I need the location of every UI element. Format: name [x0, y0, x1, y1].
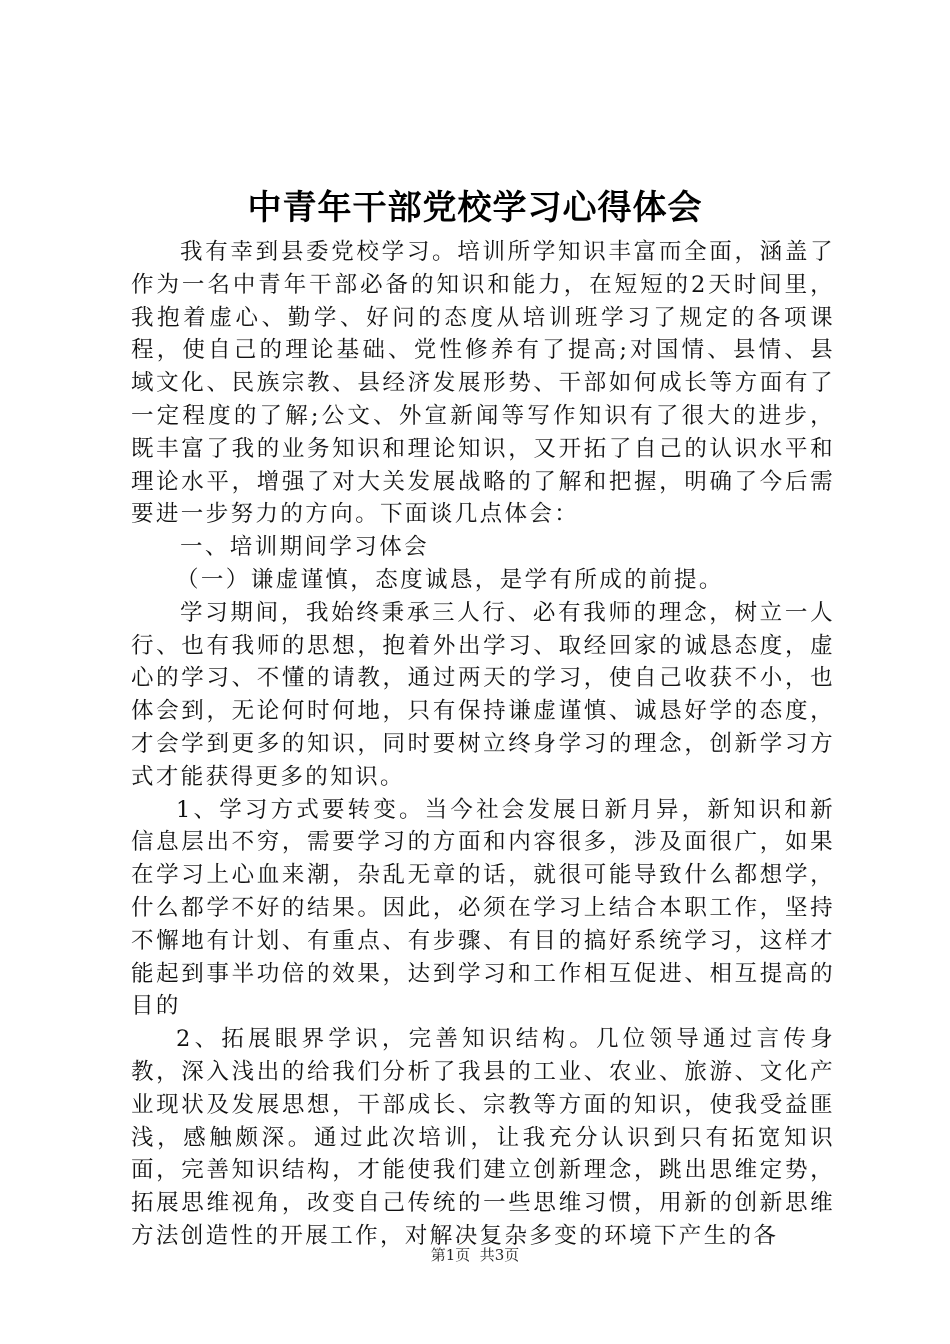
section-heading: 一、培训期间学习体会	[180, 534, 430, 561]
paragraph-point-1: 1、学习方式要转变。当今社会发展日新月异，新知识和新信息层出不穷，需要学习的方面和内容很多，涉及面很广，如果在学习上心血来潮，杂乱无章的话，就很可能导致什么都想学，什么都学不好的结果。因此，必须在学习上结合本职工作，坚持不懈地有计划、有重点、有步骤、有目的搞好系统学习，这样才能起到事半功倍的效果，达到学习和工作相互促进、相互提高的目的	[131, 796, 835, 1020]
page-footer: 第1页 共3页	[430, 1246, 520, 1264]
paragraph-study-period: 学习期间，我始终秉承三人行、必有我师的理念，树立一人行、也有我师的思想，抱着外出学习、取经回家的诚恳态度，虚心的学习、不懂的请教，通过两天的学习，使自己收获不小，也体会到，无论何时何地，只有保持谦虚谨慎、诚恳好学的态度，才会学到更多的知识，同时要树立终身学习的理念，创新学习方式才能获得更多的知识。	[131, 599, 835, 790]
paragraph-point-2: 2、拓展眼界学识，完善知识结构。几位领导通过言传身教，深入浅出的给我们分析了我县的工业、农业、旅游、文化产业现状及发展思想，干部成长、宗教等方面的知识，使我受益匪浅，感触颇深。通过此次培训，让我充分认识到只有拓宽知识面，完善知识结构，才能使我们建立创新理念，跳出思维定势，拓展思维视角，改变自己传统的一些思维习惯，用新的创新思维方法创造性的开展工作，对解决复杂多变的环境下产生的各	[131, 1026, 835, 1249]
paragraph-intro: 我有幸到县委党校学习。培训所学知识丰富而全面，涵盖了作为一名中青年干部必备的知识和能力，在短短的2天时间里，我抱着虚心、勤学、好问的态度从培训班学习了规定的各项课程，使自己的理论基础、党性修养有了提高;对国情、县情、县域文化、民族宗教、县经济发展形势、干部如何成长等方面有了一定程度的了解;公文、外宣新闻等写作知识有了很大的进步，既丰富了我的业务知识和理论知识，又开拓了自己的认识水平和理论水平，增强了对大关发展战略的了解和把握，明确了今后需要进一步努力的方向。下面谈几点体会：	[131, 239, 835, 528]
document-body	[131, 236, 835, 1253]
page-title: 中青年干部党校学习心得体会	[247, 188, 703, 228]
subsection-heading: （一）谦虚谨慎，态度诚恳，是学有所成的前提。	[176, 566, 724, 593]
